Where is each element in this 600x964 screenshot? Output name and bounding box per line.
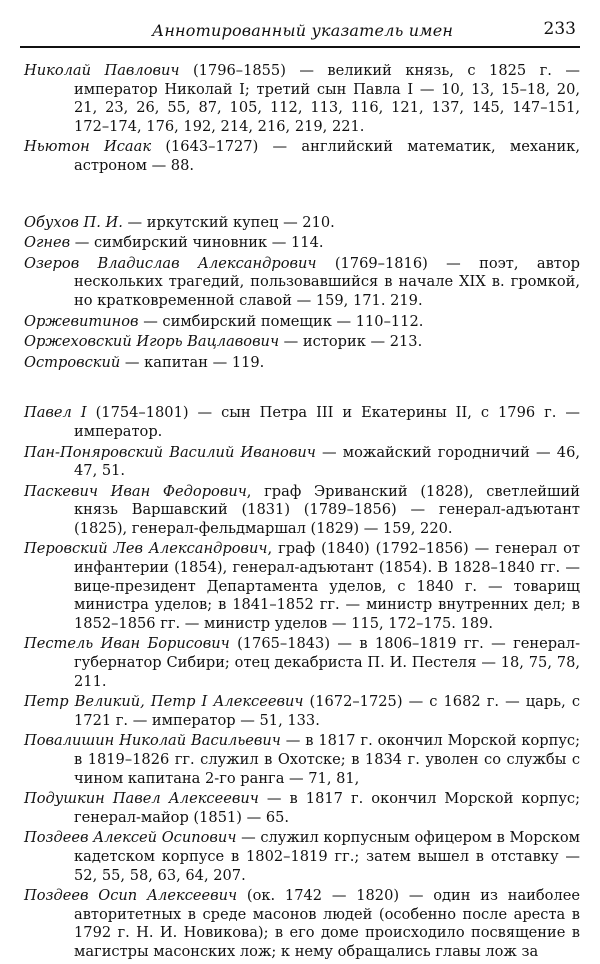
index-entry xyxy=(24,732,580,788)
entry-name: Повалишин Николай Васильевич xyxy=(24,732,281,750)
entry-text: (1643–1727) — английский математик, механик, астроном — 88. xyxy=(74,138,580,174)
entry-name: Николай Павлович xyxy=(24,62,180,79)
index-group-o xyxy=(24,214,580,373)
index-entry xyxy=(24,635,580,691)
entry-name: Поздеев Осип Алексеевич xyxy=(24,887,238,905)
entry-text: (1765–1843) — в 1806–1819 гг. — генерал-губернатор Сибири; отец декабриста П. И. Пестеля — 18, 75, 78, 211. xyxy=(74,635,580,690)
index-entry xyxy=(24,540,580,633)
running-title: Аннотированный указатель имен xyxy=(152,21,454,40)
entry-text: — в 1817 г. окончил Морской корпус; генерал-майор (1851) — 65. xyxy=(74,790,580,826)
entry-name: Петр Великий, Петр I Алексеевич xyxy=(24,693,304,711)
index-entry xyxy=(24,790,580,827)
entry-name: Оржевитинов xyxy=(24,312,139,330)
entry-name: Обухов П. И. xyxy=(24,213,123,231)
entry-name: Оржеховский Игорь Вацлавович xyxy=(24,333,280,351)
entry-text: — капитан — 119. xyxy=(120,353,265,371)
entry-text: — служил корпусным офицером в Морском кадетском корпусе в 1802–1819 гг.; затем вышел в отставку — 52, 55, 58, 63, 64, 207. xyxy=(74,829,580,884)
entry-name: Перовский Лев Александрович xyxy=(24,540,268,558)
entry-name: Пестель Иван Борисович xyxy=(24,635,230,653)
index-entry xyxy=(24,313,580,332)
entry-name: Огнев xyxy=(24,234,71,252)
index-entry xyxy=(24,214,580,233)
index-entry xyxy=(24,62,580,136)
entry-text: — историк — 213. xyxy=(279,333,423,351)
entry-text: (1672–1725) — с 1682 г. — царь, с 1721 г. — император — 51, 133. xyxy=(74,693,580,729)
entry-text: (1754–1801) — сын Петра III и Екатерины II, с 1796 г. — император. xyxy=(74,404,580,440)
entry-text: — в 1817 г. окончил Морской корпус; в 1819–1826 гг. служил в Охотске; в 1834 г. уволен со службы с чином капитана 2-го ранга — 71, 81, xyxy=(74,732,580,787)
index-entry xyxy=(24,887,580,961)
entry-text: , граф Эриванский (1828), светлейший князь Варшавский (1831) (1789–1856) — генерал-адъютант (1825), генерал-фельдмаршал (1829) — 159, 220. xyxy=(74,482,580,537)
index-entry xyxy=(24,444,580,481)
index-entry xyxy=(24,234,580,253)
entry-name: Озеров Владислав Александрович xyxy=(24,254,317,272)
entry-name: Ньютон Исаак xyxy=(24,138,152,156)
index-entry xyxy=(24,404,580,441)
index-entry xyxy=(24,333,580,352)
entry-name: Пан-Поняровский Василий Иванович xyxy=(24,443,316,461)
entry-name: Павел I xyxy=(24,404,87,422)
entry-text: — можайский городничий — 46, 47, 51. xyxy=(74,443,580,480)
entry-name: Подушкин Павел Алексеевич xyxy=(24,790,259,808)
entry-name: Поздеев Алексей Осипович xyxy=(24,829,237,847)
group-spacer xyxy=(24,178,580,214)
index-group-n xyxy=(24,62,580,176)
entry-text: — иркутский купец — 210. xyxy=(122,213,335,231)
entry-text: — симбирский помещик — 110–112. xyxy=(138,312,424,330)
entry-name: Островский xyxy=(24,353,121,371)
index-entry xyxy=(24,138,580,175)
index-entry xyxy=(24,483,580,539)
entry-text: — симбирский чиновник — 114. xyxy=(70,234,324,252)
index-content xyxy=(24,62,580,964)
running-header xyxy=(20,16,580,48)
entry-text: , граф (1840) (1792–1856) — генерал от инфантерии (1854), генерал-адъютант (1854). В 1828–1840 гг. — вице-президент Департамента уделов, с 1840 г. — товарищ министра уделов; в 1841–1852 гг. — министр внутренних дел; в 1852–1856 гг. — министр уделов — 115, 172–175. 189. xyxy=(74,540,580,632)
entry-text: (1769–1816) — поэт, автор нескольких трагедий, пользовавшийся в начале XIX в. громкой, но кратковременной славой — 159, 171. 219. xyxy=(74,254,580,309)
index-entry xyxy=(24,693,580,730)
index-entry xyxy=(24,354,580,373)
index-entry xyxy=(24,255,580,311)
group-spacer xyxy=(24,374,580,404)
entry-name: Паскевич Иван Федорович xyxy=(24,482,247,500)
index-group-p xyxy=(24,404,580,961)
entry-text: (1796–1855) — великий князь, с 1825 г. — император Николай I; третий сын Павла I — 10, 13, 15–18, 20, 21, 23, 26, 55, 87, 105, 112, 113, 116, 121, 137, 145, 147–151, 172–174, 176, 192, 214, 216, 219, 221. xyxy=(74,62,580,135)
index-entry xyxy=(24,829,580,885)
page-number: 233 xyxy=(543,19,576,39)
entry-text: (ок. 1742 — 1820) — один из наиболее авторитетных в среде масонов людей (особенно после ареста в 1792 г. Н. И. Новикова); в его доме происходило посвящение в магистры масонских лож; к нему обращались главы лож за xyxy=(74,887,580,960)
